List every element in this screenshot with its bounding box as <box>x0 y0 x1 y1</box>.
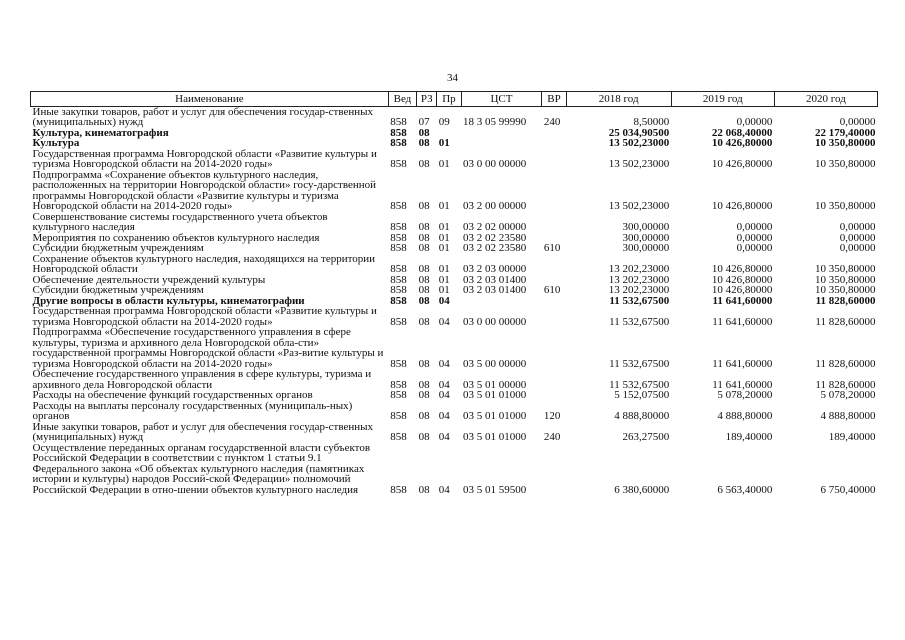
cell-2020: 0,00000 <box>839 116 876 128</box>
cell-2020: 11 828,60000 <box>815 378 876 391</box>
column-header-name: Наименование <box>31 92 389 107</box>
cell-ved: 858 <box>390 357 407 370</box>
table-row <box>31 106 878 128</box>
cell-vr: 240 <box>543 431 561 443</box>
cell-pr: 01 <box>438 263 450 275</box>
cell-name: Иные закупки товаров, работ и услуг для обеспечения государ-ственных (муниципальных) нужд <box>32 420 374 443</box>
cell-rz: 08 <box>418 137 430 149</box>
cell-2018: 300,00000 <box>622 231 670 244</box>
cell-cst: 03 5 01 01000 <box>463 389 527 401</box>
cell-2019: 0,00000 <box>736 116 773 128</box>
cell-name: Обеспечение государственного управления в сфере культуры, туризма и архивного дела Новгородской области <box>32 368 372 391</box>
cell-ved: 858 <box>390 294 407 307</box>
cell-ved: 858 <box>390 410 407 422</box>
cell-pr: 04 <box>438 378 450 391</box>
cell-vr: 120 <box>543 410 561 422</box>
cell-pr: 04 <box>438 315 450 328</box>
cell-2018: 4 888,80000 <box>614 410 670 422</box>
cell-cst: 03 2 00 00000 <box>463 200 527 212</box>
cell-2018: 13 202,23000 <box>608 284 670 296</box>
cell-2020: 10 350,80000 <box>815 200 876 212</box>
cell-2018: 11 532,67500 <box>609 357 670 370</box>
cell-ved: 858 <box>390 483 407 496</box>
cell-ved: 858 <box>390 221 407 233</box>
cell-cst: 03 2 03 00000 <box>463 263 527 275</box>
cell-ved: 858 <box>390 273 407 286</box>
cell-name: Осуществление переданных органам государственной власти субъектов Российской Федерации в соответствии с пунктом 1 статьи 9.1 Федерального закона «Об объектах культурного наследия (памятниках истории и культуры) народов Россий-ской Федерации» полномочий Российской Федерации в отно-шении объектов культурного наследия <box>32 441 371 496</box>
cell-cst: 03 5 01 01000 <box>463 410 527 422</box>
cell-2019: 10 426,80000 <box>711 200 773 212</box>
cell-2020: 10 350,80000 <box>815 273 876 286</box>
cell-2018: 11 532,67500 <box>609 315 670 328</box>
cell-name: Подпрограмма «Сохранение объектов культурного наследия, расположенных на территории Новгородской области» госу-дарственной программы Новгородской области «Развитие культуры и туризма Новгородской области на 2014-2020 годы» <box>32 168 376 212</box>
cell-vr: 240 <box>543 116 561 128</box>
cell-name: Иные закупки товаров, работ и услуг для обеспечения государ-ственных (муниципальных) нужд <box>32 105 374 128</box>
cell-rz: 08 <box>418 231 430 244</box>
cell-pr: 04 <box>438 389 450 401</box>
cell-2020: 11 828,60000 <box>815 294 876 307</box>
cell-ved: 858 <box>390 378 407 391</box>
cell-2020: 11 828,60000 <box>815 315 876 328</box>
table-row <box>31 212 878 233</box>
cell-2020: 10 350,80000 <box>815 263 876 275</box>
cell-name: Субсидии бюджетным учреждениям <box>32 242 204 254</box>
cell-2018: 25 034,90500 <box>608 126 670 139</box>
table-header <box>31 92 878 107</box>
cell-cst <box>461 138 542 149</box>
column-header-ved: Вед <box>388 92 416 107</box>
cell-pr: 01 <box>438 158 450 170</box>
cell-vr <box>542 327 566 369</box>
cell-2019: 4 888,80000 <box>717 410 773 422</box>
cell-2020: 10 350,80000 <box>815 158 876 170</box>
cell-2019: 5 078,20000 <box>717 389 773 401</box>
cell-ved: 858 <box>390 126 407 139</box>
cell-2018: 11 532,67500 <box>609 378 670 391</box>
cell-2019: 10 426,80000 <box>711 158 773 170</box>
cell-rz: 08 <box>418 263 430 275</box>
cell-cst: 03 0 00 00000 <box>463 158 527 170</box>
cell-2020: 10 350,80000 <box>815 137 876 149</box>
cell-2018: 300,00000 <box>622 221 670 233</box>
cell-pr: 01 <box>438 221 450 233</box>
cell-ved: 858 <box>390 389 407 401</box>
cell-2019: 10 426,80000 <box>711 137 773 149</box>
cell-2018: 263,27500 <box>622 431 670 443</box>
cell-ved: 858 <box>390 200 407 212</box>
column-header-2019: 2019 год <box>671 92 774 107</box>
cell-rz: 08 <box>418 273 430 286</box>
table-body <box>31 106 878 495</box>
cell-2019: 11 641,60000 <box>712 378 773 391</box>
cell-ved: 858 <box>390 158 407 170</box>
cell-ved: 858 <box>390 137 407 149</box>
table-row <box>31 369 878 390</box>
cell-2018: 6 380,60000 <box>614 483 670 496</box>
column-header-vr: ВР <box>542 92 566 107</box>
cell-vr <box>542 296 566 307</box>
cell-pr: 01 <box>438 284 450 296</box>
cell-ved: 858 <box>390 315 407 328</box>
cell-vr <box>542 306 566 327</box>
table-row <box>31 243 878 254</box>
cell-pr: 04 <box>438 357 450 370</box>
cell-rz: 08 <box>418 410 430 422</box>
cell-cst: 03 5 01 01000 <box>463 431 527 443</box>
column-header-pr: Пр <box>437 92 461 107</box>
cell-name: Субсидии бюджетным учреждениям <box>32 284 204 296</box>
cell-2019: 0,00000 <box>736 221 773 233</box>
cell-name: Другие вопросы в области культуры, кинематографии <box>32 294 305 307</box>
cell-cst: 03 2 03 01400 <box>463 273 527 286</box>
cell-rz: 08 <box>418 126 430 139</box>
cell-rz: 08 <box>418 242 430 254</box>
cell-pr: 04 <box>438 483 450 496</box>
cell-2020: 11 828,60000 <box>815 357 876 370</box>
cell-vr <box>542 170 566 212</box>
cell-rz: 08 <box>418 483 430 496</box>
cell-rz: 08 <box>418 315 430 328</box>
cell-vr <box>542 128 566 139</box>
cell-rz: 08 <box>418 378 430 391</box>
cell-2020: 0,00000 <box>839 231 876 244</box>
cell-2018: 5 152,07500 <box>614 389 670 401</box>
cell-2018: 13 502,23000 <box>608 200 670 212</box>
cell-2019: 0,00000 <box>736 231 773 244</box>
cell-2019: 6 563,40000 <box>717 483 773 496</box>
table-row <box>31 306 878 327</box>
cell-rz: 08 <box>418 294 430 307</box>
cell-2018: 300,00000 <box>622 242 670 254</box>
cell-rz: 08 <box>418 284 430 296</box>
cell-name: Расходы на обеспечение функций государственных органов <box>32 389 313 401</box>
cell-rz: 07 <box>418 116 430 128</box>
cell-rz: 08 <box>418 431 430 443</box>
column-header-2018: 2018 год <box>566 92 671 107</box>
cell-pr: 01 <box>438 242 450 254</box>
column-header-2020: 2020 год <box>774 92 877 107</box>
cell-cst: 03 2 03 01400 <box>463 284 527 296</box>
cell-2020: 22 179,40000 <box>815 126 876 139</box>
cell-2019: 10 426,80000 <box>711 273 773 286</box>
cell-2018: 13 502,23000 <box>608 137 670 149</box>
table-row <box>31 327 878 369</box>
cell-2019: 11 641,60000 <box>712 357 773 370</box>
cell-2019: 0,00000 <box>736 242 773 254</box>
cell-vr <box>542 443 566 496</box>
cell-cst <box>461 296 542 307</box>
cell-2019: 11 641,60000 <box>712 315 773 328</box>
cell-2018: 13 202,23000 <box>608 273 670 286</box>
cell-2019: 10 426,80000 <box>711 284 773 296</box>
cell-2018: 13 202,23000 <box>608 263 670 275</box>
cell-vr <box>542 254 566 275</box>
cell-name: Сохранение объектов культурного наследия, находящихся на территории Новгородской области <box>32 252 376 275</box>
cell-2020: 0,00000 <box>839 221 876 233</box>
cell-name: Подпрограмма «Обеспечение государственного управления в сфере культуры, туризма и архивного дела Новгородской обла-сти» государственной программы Новгородской области «Раз-витие культуры и туризма Новгородской области на 2014-2020 годы» <box>32 326 384 370</box>
cell-cst: 03 5 01 00000 <box>463 378 527 391</box>
cell-pr: 01 <box>438 273 450 286</box>
cell-pr: 09 <box>438 116 450 128</box>
cell-ved: 858 <box>390 284 407 296</box>
cell-cst: 18 3 05 99990 <box>463 116 527 128</box>
cell-vr: 610 <box>543 242 561 254</box>
table-row <box>31 149 878 170</box>
cell-2019: 11 641,60000 <box>712 294 773 307</box>
cell-cst: 03 2 02 23580 <box>463 242 527 254</box>
table-row <box>31 401 878 422</box>
cell-2019: 22 068,40000 <box>711 126 773 139</box>
cell-rz: 08 <box>418 158 430 170</box>
page-number: 34 <box>447 72 458 84</box>
cell-vr <box>542 149 566 170</box>
cell-vr <box>542 369 566 390</box>
table-row <box>31 390 878 401</box>
cell-rz: 08 <box>418 357 430 370</box>
cell-cst <box>461 128 542 139</box>
cell-ved: 858 <box>390 431 407 443</box>
cell-cst: 03 2 02 00000 <box>463 221 527 233</box>
cell-2019: 10 426,80000 <box>711 263 773 275</box>
cell-cst: 03 0 00 00000 <box>463 315 527 328</box>
cell-pr: 01 <box>438 200 450 212</box>
cell-name: Государственная программа Новгородской области «Развитие культуры и туризма Новгородской области на 2014-2020 годы» <box>32 147 377 170</box>
column-header-rz: РЗ <box>417 92 437 107</box>
cell-2020: 10 350,80000 <box>815 284 876 296</box>
table-row <box>31 138 878 149</box>
budget-table <box>30 91 878 495</box>
cell-vr <box>542 138 566 149</box>
cell-2020: 0,00000 <box>839 242 876 254</box>
table-row <box>31 254 878 275</box>
cell-ved: 858 <box>390 263 407 275</box>
cell-pr: 04 <box>438 431 450 443</box>
cell-rz: 08 <box>418 389 430 401</box>
table-row <box>31 170 878 212</box>
cell-vr: 610 <box>543 284 561 296</box>
cell-vr <box>542 390 566 401</box>
cell-vr <box>542 212 566 233</box>
table-row <box>31 422 878 443</box>
cell-2019: 189,40000 <box>725 431 773 443</box>
cell-rz: 08 <box>418 221 430 233</box>
cell-cst: 03 5 01 59500 <box>463 483 527 496</box>
cell-ved: 858 <box>390 231 407 244</box>
cell-pr: 04 <box>438 294 450 307</box>
cell-2020: 6 750,40000 <box>820 483 876 496</box>
cell-pr: 01 <box>438 137 450 149</box>
cell-ved: 858 <box>390 242 407 254</box>
cell-pr: 01 <box>438 231 450 244</box>
cell-2018: 11 532,67500 <box>609 294 670 307</box>
cell-name: Совершенствование системы государственного учета объектов культурного наследия <box>32 210 328 233</box>
cell-cst: 03 2 02 23580 <box>463 231 527 244</box>
cell-name: Культура <box>32 137 80 149</box>
cell-pr: 04 <box>438 410 450 422</box>
cell-name: Культура, кинематография <box>32 126 169 139</box>
cell-rz: 08 <box>418 200 430 212</box>
cell-2020: 5 078,20000 <box>820 389 876 401</box>
cell-name: Государственная программа Новгородской области «Развитие культуры и туризма Новгородской области на 2014-2020 годы» <box>32 305 377 328</box>
cell-name: Обеспечение деятельности учреждений культуры <box>32 273 266 286</box>
column-header-cst: ЦСТ <box>461 92 542 107</box>
cell-2018: 8,50000 <box>633 116 670 128</box>
cell-2020: 4 888,80000 <box>820 410 876 422</box>
table-row <box>31 443 878 496</box>
cell-2018: 13 502,23000 <box>608 158 670 170</box>
table-row <box>31 285 878 296</box>
cell-2020: 189,40000 <box>828 431 876 443</box>
cell-ved: 858 <box>390 116 407 128</box>
cell-name: Расходы на выплаты персоналу государственных (муниципаль-ных) органов <box>32 399 353 422</box>
cell-cst: 03 5 00 00000 <box>463 357 527 370</box>
cell-name: Мероприятия по сохранению объектов культурного наследия <box>32 231 320 244</box>
